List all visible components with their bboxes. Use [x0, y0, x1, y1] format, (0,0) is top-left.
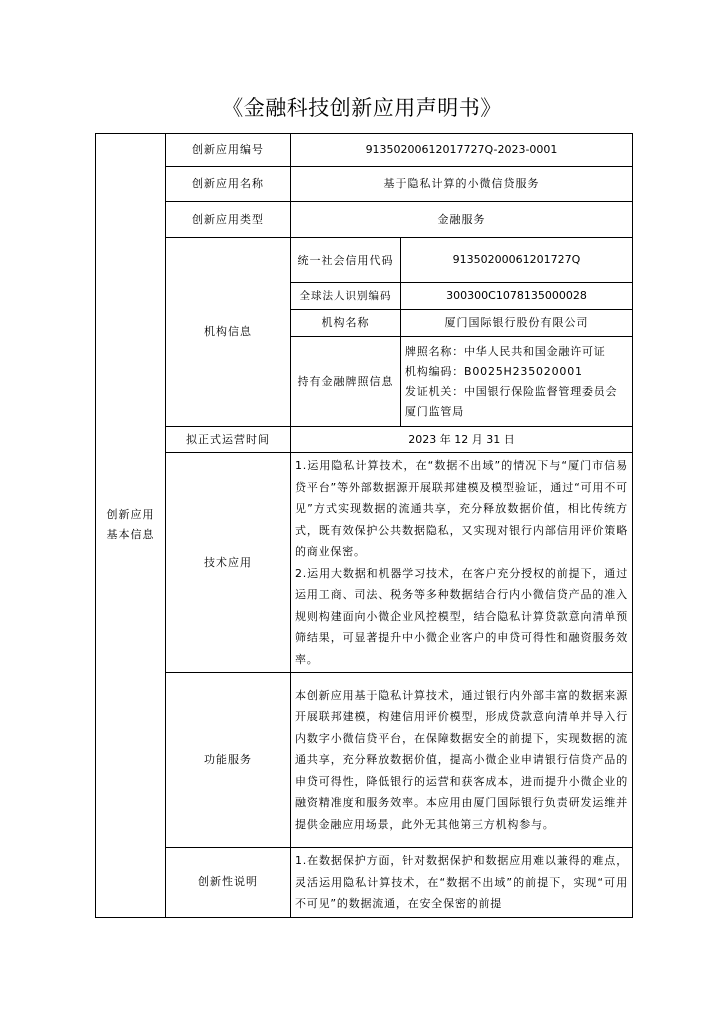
tech-paragraph-2: 2.运用大数据和机器学习技术，在客户充分授权的前提下，通过运用工商、司法、税务等多种数据结合行内小微信贷产品的准入规则构建面向小微企业风控模型，结合隐私计算贷款意向清单预筛结果，可显著提升中小微企业客户的申贷可得性和融资服务效率。: [295, 566, 628, 666]
section-label: 创新应用基本信息: [106, 508, 155, 542]
document-title: 《金融科技创新应用声明书》: [222, 96, 502, 120]
function-content: 本创新应用基于隐私计算技术，通过银行内外部丰富的数据来源开展联邦建模，构建信用评价模型，形成贷款意向清单并导入行内数字小微信贷平台，在保障数据安全的前提下，实现数据的流通共享，充分释放数据价值，提高小微企业申请银行信贷产品的申贷可得性，降低银行的运营和获客成本，进而提升小微企业的融资精准度和服务效率。本应用由厦门国际银行负责研发运维并提供金融应用场景，此外无其他第三方机构参与。: [291, 673, 633, 848]
lei-value: 300300C1078135000028: [401, 283, 633, 310]
app-type-value: 金融服务: [291, 202, 633, 238]
declaration-table: [95, 133, 633, 918]
license-issuer: 发证机关：中国银行保险监督管理委员会厦门监管局: [405, 384, 618, 418]
launch-value: 2023 年 12 月 31 日: [291, 427, 633, 453]
lei-label: 全球法人识别编码: [291, 283, 401, 310]
innovation-label: 创新性说明: [166, 848, 291, 918]
tech-content: [291, 453, 633, 673]
app-id-label: 创新应用编号: [166, 134, 291, 167]
app-name-label: 创新应用名称: [166, 167, 291, 202]
org-name-label: 机构名称: [291, 310, 401, 337]
app-type-label: 创新应用类型: [166, 202, 291, 238]
license-label: 持有金融牌照信息: [291, 337, 401, 427]
section-label-cell: [96, 134, 166, 918]
app-name-value: 基于隐私计算的小微信贷服务: [291, 167, 633, 202]
innovation-content: 1.在数据保护方面，针对数据保护和数据应用难以兼得的难点，灵活运用隐私计算技术，在“数据不出域”的前提下，实现“可用不可见”的数据流通，在安全保密的前提: [291, 848, 633, 918]
app-id-value: 91350200612017727Q-2023-0001: [291, 134, 633, 167]
license-name: 牌照名称：中华人民共和国金融许可证: [405, 344, 606, 358]
license-info: [401, 337, 633, 427]
license-code: 机构编码：B0025H235020001: [405, 364, 583, 378]
credit-code-label: 统一社会信用代码: [291, 238, 401, 283]
tech-paragraph-1: 1.运用隐私计算技术，在“数据不出域”的情况下与“厦门市信易贷平台”等外部数据源开展联邦建模及模型验证，通过“可用不可见”方式实现数据的流通共享，充分释放数据价值，相比传统方式，既有效保护公共数据隐私，又实现对银行内部信用评价策略的商业保密。: [295, 459, 628, 558]
org-info-label: 机构信息: [166, 238, 291, 427]
org-name-value: 厦门国际银行股份有限公司: [401, 310, 633, 337]
function-label: 功能服务: [166, 673, 291, 848]
launch-label: 拟正式运营时间: [166, 427, 291, 453]
credit-code-value: 91350200061201727Q: [401, 238, 633, 283]
tech-label: 技术应用: [166, 453, 291, 673]
